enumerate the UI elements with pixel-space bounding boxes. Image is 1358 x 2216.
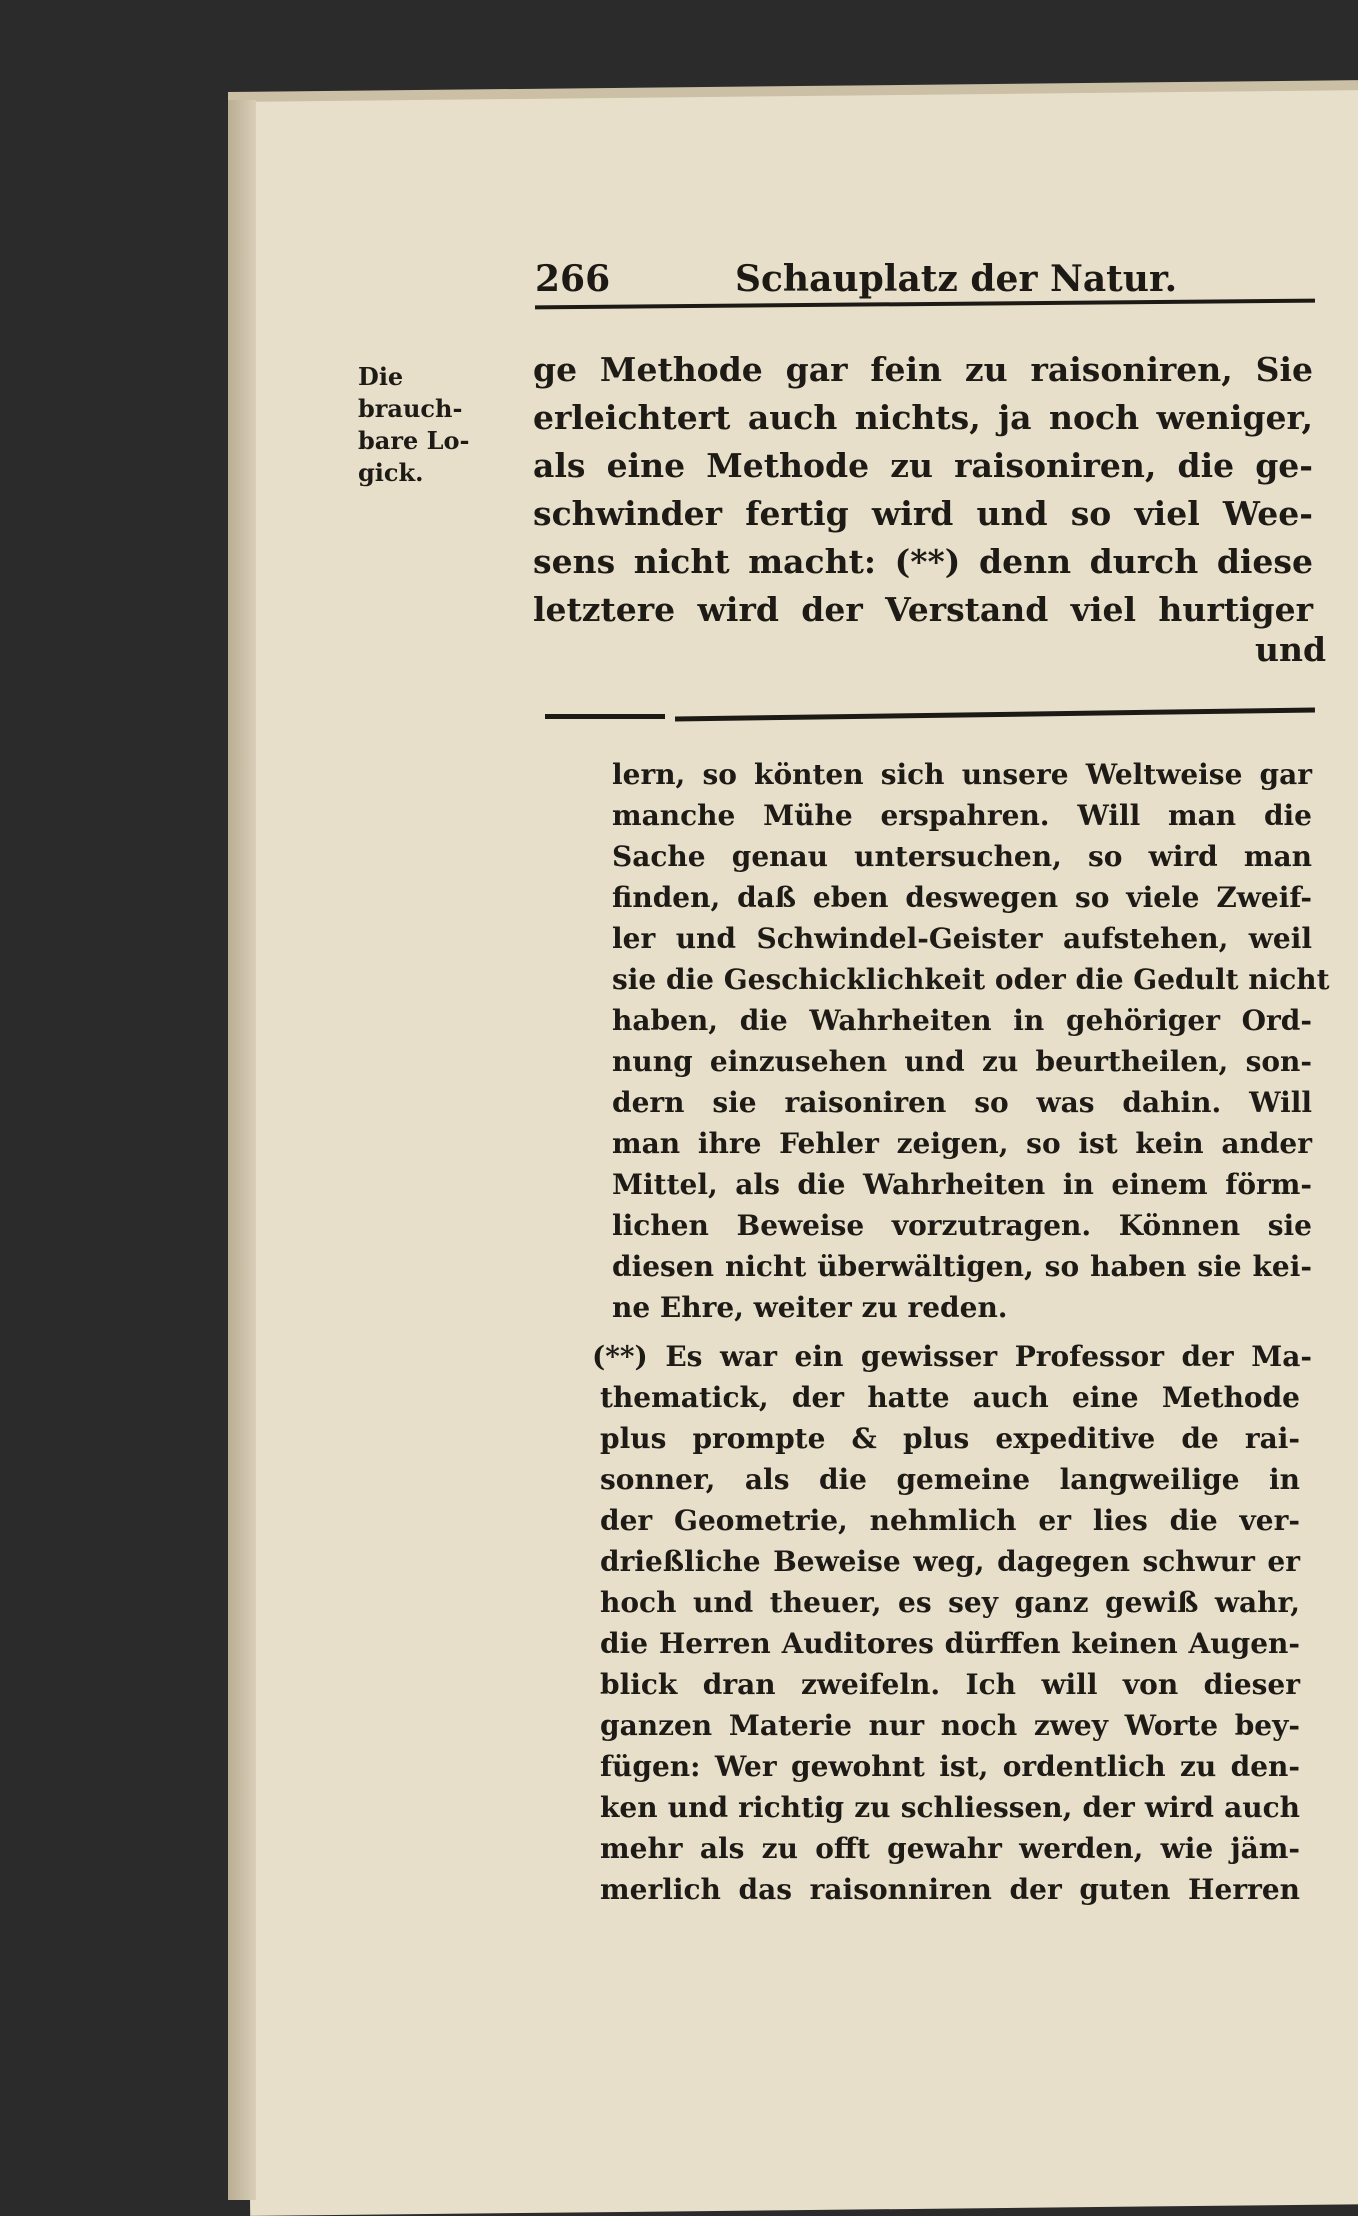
page-number: 266: [535, 258, 611, 300]
footnote-line: lern, so könten sich unsere Weltweise gar: [612, 758, 1312, 791]
text-line: erleichtert auch nichts, ja noch weniger,: [533, 398, 1313, 437]
footnote-line: mehr als zu offt gewahr werden, wie jäm-: [600, 1832, 1300, 1865]
text-line: als eine Methode zu raisoniren, die ge-: [533, 446, 1313, 485]
footnote-line: diesen nicht überwältigen, so haben sie kei-: [612, 1250, 1312, 1283]
footnote-line: manche Mühe erspahren. Will man die: [612, 799, 1312, 832]
footnote-line: die Herren Auditores dürffen keinen Augen-: [600, 1627, 1300, 1660]
margin-note-line: brauch-: [358, 394, 463, 423]
footnote-line: sie die Geschicklichkeit oder die Gedult nicht: [612, 963, 1330, 996]
margin-note-line: Die: [358, 362, 404, 391]
running-title: Schauplatz der Natur.: [735, 258, 1178, 300]
margin-note-line: bare Lo-: [358, 426, 470, 455]
footnote-line: plus prompte & plus expeditive de rai-: [600, 1422, 1300, 1455]
footnote-line: ne Ehre, weiter zu reden.: [612, 1291, 1008, 1324]
footnote-line: hoch und theuer, es sey ganz gewiß wahr,: [600, 1586, 1300, 1619]
footnote-line: dern sie raisoniren so was dahin. Will: [612, 1086, 1312, 1119]
footnote-line: thematick, der hatte auch eine Methode: [600, 1381, 1300, 1414]
page-gutter-edge: [228, 100, 256, 2200]
text-line: letztere wird der Verstand viel hurtiger: [533, 590, 1313, 629]
text-line: schwinder fertig wird und so viel Wee-: [533, 494, 1313, 533]
footnote-line: ler und Schwindel-Geister aufstehen, weil: [612, 922, 1312, 955]
footnote-line: ken und richtig zu schliessen, der wird auch: [600, 1791, 1300, 1824]
footnote-line: finden, daß eben deswegen so viele Zweif-: [612, 881, 1312, 914]
text-line: sens nicht macht: (**) denn durch diese: [533, 542, 1313, 581]
footnote-line: fügen: Wer gewohnt ist, ordentlich zu den-: [600, 1750, 1300, 1783]
margin-note-line: gick.: [358, 458, 424, 487]
text-line: ge Methode gar fein zu raisoniren, Sie: [533, 350, 1313, 389]
footnote-line: merlich das raisonniren der guten Herren: [600, 1873, 1300, 1906]
footnote-line: nung einzusehen und zu beurtheilen, son-: [612, 1045, 1312, 1078]
footnote-line: ganzen Materie nur noch zwey Worte bey-: [600, 1709, 1300, 1742]
footnote-line: Mittel, als die Wahrheiten in einem förm-: [612, 1168, 1312, 1201]
footnote-line: haben, die Wahrheiten in gehöriger Ord-: [612, 1004, 1312, 1037]
footnote-separator-short: [545, 714, 665, 719]
footnote-line: sonner, als die gemeine langweilige in: [600, 1463, 1300, 1496]
footnote-line: drießliche Beweise weg, dagegen schwur er: [600, 1545, 1300, 1578]
footnote-line: lichen Beweise vorzutragen. Können sie: [612, 1209, 1312, 1242]
footnote-line: man ihre Fehler zeigen, so ist kein ander: [612, 1127, 1312, 1160]
catchword: und: [1255, 630, 1327, 669]
footnote-line: blick dran zweifeln. Ich will von dieser: [600, 1668, 1300, 1701]
footnote-line: (**) Es war ein gewisser Professor der Ma-: [592, 1340, 1312, 1373]
footnote-line: Sache genau untersuchen, so wird man: [612, 840, 1312, 873]
footnote-line: der Geometrie, nehmlich er lies die ver-: [600, 1504, 1300, 1537]
